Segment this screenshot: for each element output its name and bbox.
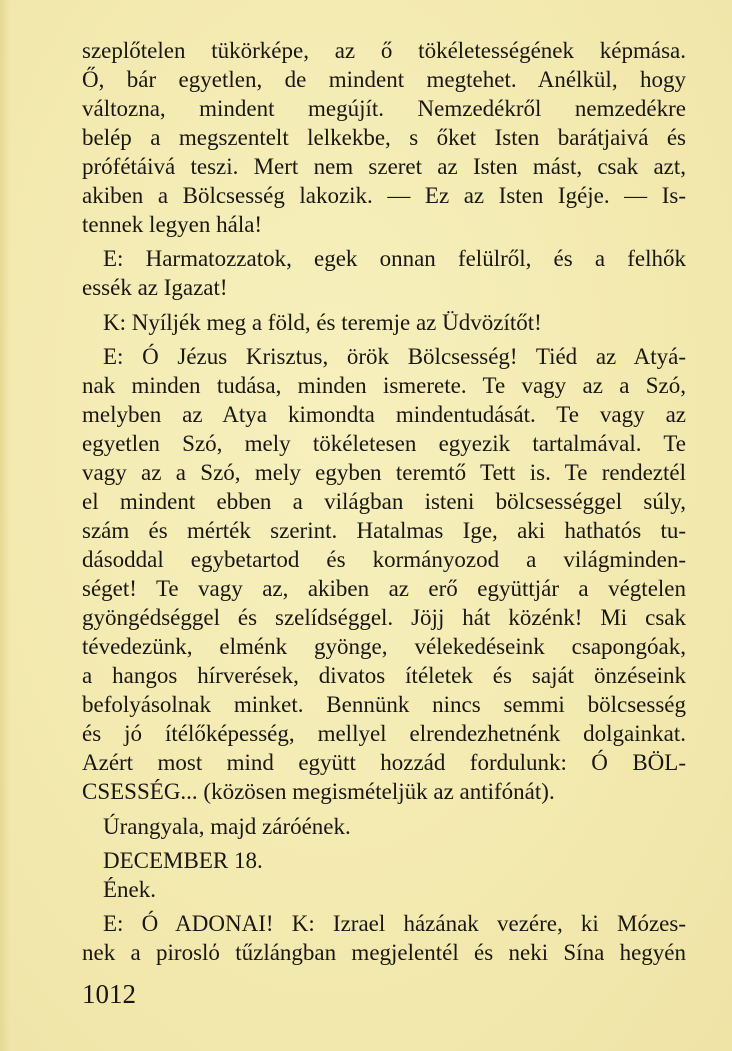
text-line: Azért most mind együtt hozzád fordulunk: Ó BÖL- <box>82 750 686 775</box>
text-line: tévedezünk, elménk gyönge, vélekedéseink csapongóak, <box>82 634 686 659</box>
text-line: el mindent ebben a világban isteni bölcsességgel súly, <box>82 489 686 514</box>
text-line: vagy az a Szó, mely egyben teremtő Tett is. Te rendeztél <box>82 460 686 485</box>
text-line: nak minden tudása, minden ismerete. Te vagy az a Szó, <box>82 373 686 398</box>
text-line: változna, mindent megújít. Nemzedékről nemzedékre <box>82 96 686 121</box>
text-line: melyben az Atya kimondta mindentudását. Te vagy az <box>82 402 686 427</box>
text-line: essék az Igazat! <box>82 275 228 300</box>
text-line: E: Ó Jézus Krisztus, örök Bölcsesség! Tiéd az Atyá- <box>103 344 686 369</box>
page-number: 1012 <box>82 979 136 1009</box>
text-line: szeplőtelen tükörképe, az ő tökéletességének képmása. <box>82 38 686 63</box>
text-line: és jó ítélőképesség, mellyel elrendezhetnénk dolgainkat. <box>82 721 686 746</box>
text-line: a hangos hírverések, divatos ítéletek és saját önzéseink <box>82 663 686 688</box>
text-line: tennek legyen hála! <box>82 212 263 237</box>
text-line: dásoddal egybetartod és kormányozod a világminden- <box>82 547 686 572</box>
text-line: gyöngédséggel és szelídséggel. Jöjj hát közénk! Mi csak <box>82 605 686 630</box>
text-line: akiben a Bölcsesség lakozik. — Ez az Isten Igéje. — Is- <box>82 183 686 208</box>
text-line: E: Harmatozzatok, egek onnan felülről, és a felhők <box>103 246 686 271</box>
text-line: Ének. <box>103 877 157 902</box>
text-line: befolyásolnak minket. Bennünk nincs semmi bölcsesség <box>82 692 686 717</box>
text-line: Ő, bár egyetlen, de mindent megtehet. Anélkül, hogy <box>82 67 686 92</box>
text-line: K: Nyíljék meg a föld, és teremje az Üdvözítőt! <box>103 310 542 335</box>
text-line: belép a megszentelt lelkekbe, s őket Isten barátjaivá és <box>82 125 686 150</box>
text-line: CSESSÉG... (közösen megismételjük az antifónát). <box>82 779 555 804</box>
text-line: egyetlen Szó, mely tökéletesen egyezik tartalmával. Te <box>82 431 686 456</box>
text-line: nek a piroslό tűzlángban megjelentél és neki Sína hegyén <box>82 940 686 965</box>
text-line: szám és mérték szerint. Hatalmas Ige, aki hathatós tu- <box>82 518 686 543</box>
text-line: prófétáivá teszi. Mert nem szeret az Isten mást, csak azt, <box>82 154 686 179</box>
page-edge-shadow <box>0 0 10 1051</box>
section-heading: DECEMBER 18. <box>103 848 263 873</box>
text-line: E: Ó ADONAI! K: Izrael házának vezére, ki Mózes- <box>103 911 686 936</box>
text-line: Úrangyala, majd záróének. <box>103 814 351 839</box>
text-line: séget! Te vagy az, akiben az erő együttjár a végtelen <box>82 576 686 601</box>
